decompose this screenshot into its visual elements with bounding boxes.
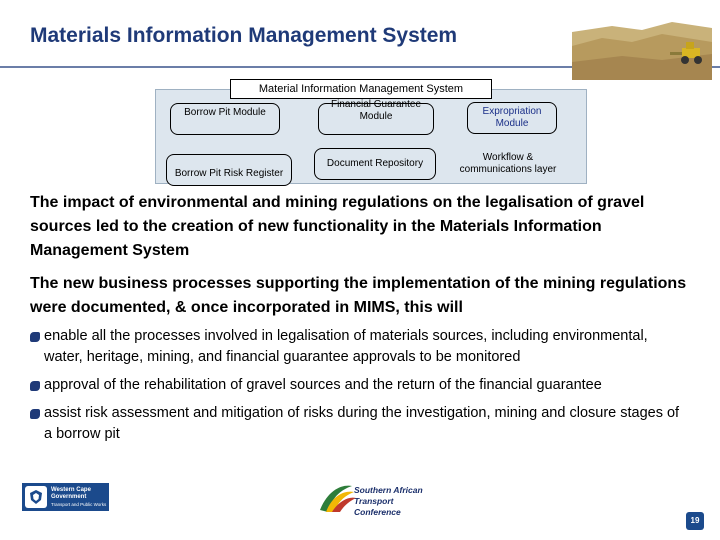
bullet-text: enable all the processes involved in legalisation of materials sources, including environmental, water, heritage, mining, and financial guarantee approvals to be monitored xyxy=(44,328,648,365)
western-cape-government-logo xyxy=(22,483,109,511)
bullet-icon xyxy=(30,332,40,342)
page-number: 19 xyxy=(686,512,704,530)
logo-line: Transport Conference xyxy=(354,496,401,517)
module-expropriation xyxy=(467,102,557,134)
module-borrow-pit xyxy=(170,103,280,135)
logo-line: Transport and Public Works xyxy=(51,501,107,507)
bullet-item xyxy=(30,375,690,396)
module-label: Expropriation Module xyxy=(482,106,542,129)
paragraph-processes: The new business processes supporting the implementation of the mining regulations were documented, & once incorporated in MIMS, this will xyxy=(30,275,687,316)
logo-line: Government xyxy=(51,493,87,500)
paragraph-impact: The impact of environmental and mining regulations on the legalisation of gravel sources led to the creation of new functionality in the Materials Information Management System xyxy=(30,194,645,259)
bullet-icon xyxy=(30,409,40,419)
bullet-text: assist risk assessment and mitigation of risks during the investigation, mining and closure stages of a borrow pit xyxy=(44,405,680,442)
module-workflow-layer xyxy=(448,148,568,180)
crest-icon xyxy=(25,486,47,508)
bullet-icon xyxy=(30,381,40,391)
logo-line: Southern African xyxy=(354,485,423,495)
quarry-photo xyxy=(572,12,712,80)
satc-logo xyxy=(318,480,430,516)
module-risk-register xyxy=(166,154,292,186)
module-document-repository xyxy=(314,148,436,180)
module-label: Borrow Pit Module xyxy=(184,107,266,118)
slide-title: Materials Information Management System xyxy=(30,24,458,47)
module-financial-guarantee xyxy=(318,99,434,135)
module-label: Financial Guarantee Module xyxy=(330,99,422,122)
bullet-item xyxy=(30,403,690,445)
diagram-title: Material Information Management System xyxy=(230,79,492,99)
bullet-item xyxy=(30,326,690,368)
bullet-list xyxy=(30,326,690,452)
logo-line: Western Cape xyxy=(51,486,91,493)
module-label: Document Repository xyxy=(326,158,424,169)
module-label: Borrow Pit Risk Register xyxy=(174,168,284,179)
bullet-text: approval of the rehabilitation of gravel sources and the return of the financial guarantee xyxy=(44,377,602,393)
module-label: Workflow & communications layer xyxy=(459,152,557,175)
